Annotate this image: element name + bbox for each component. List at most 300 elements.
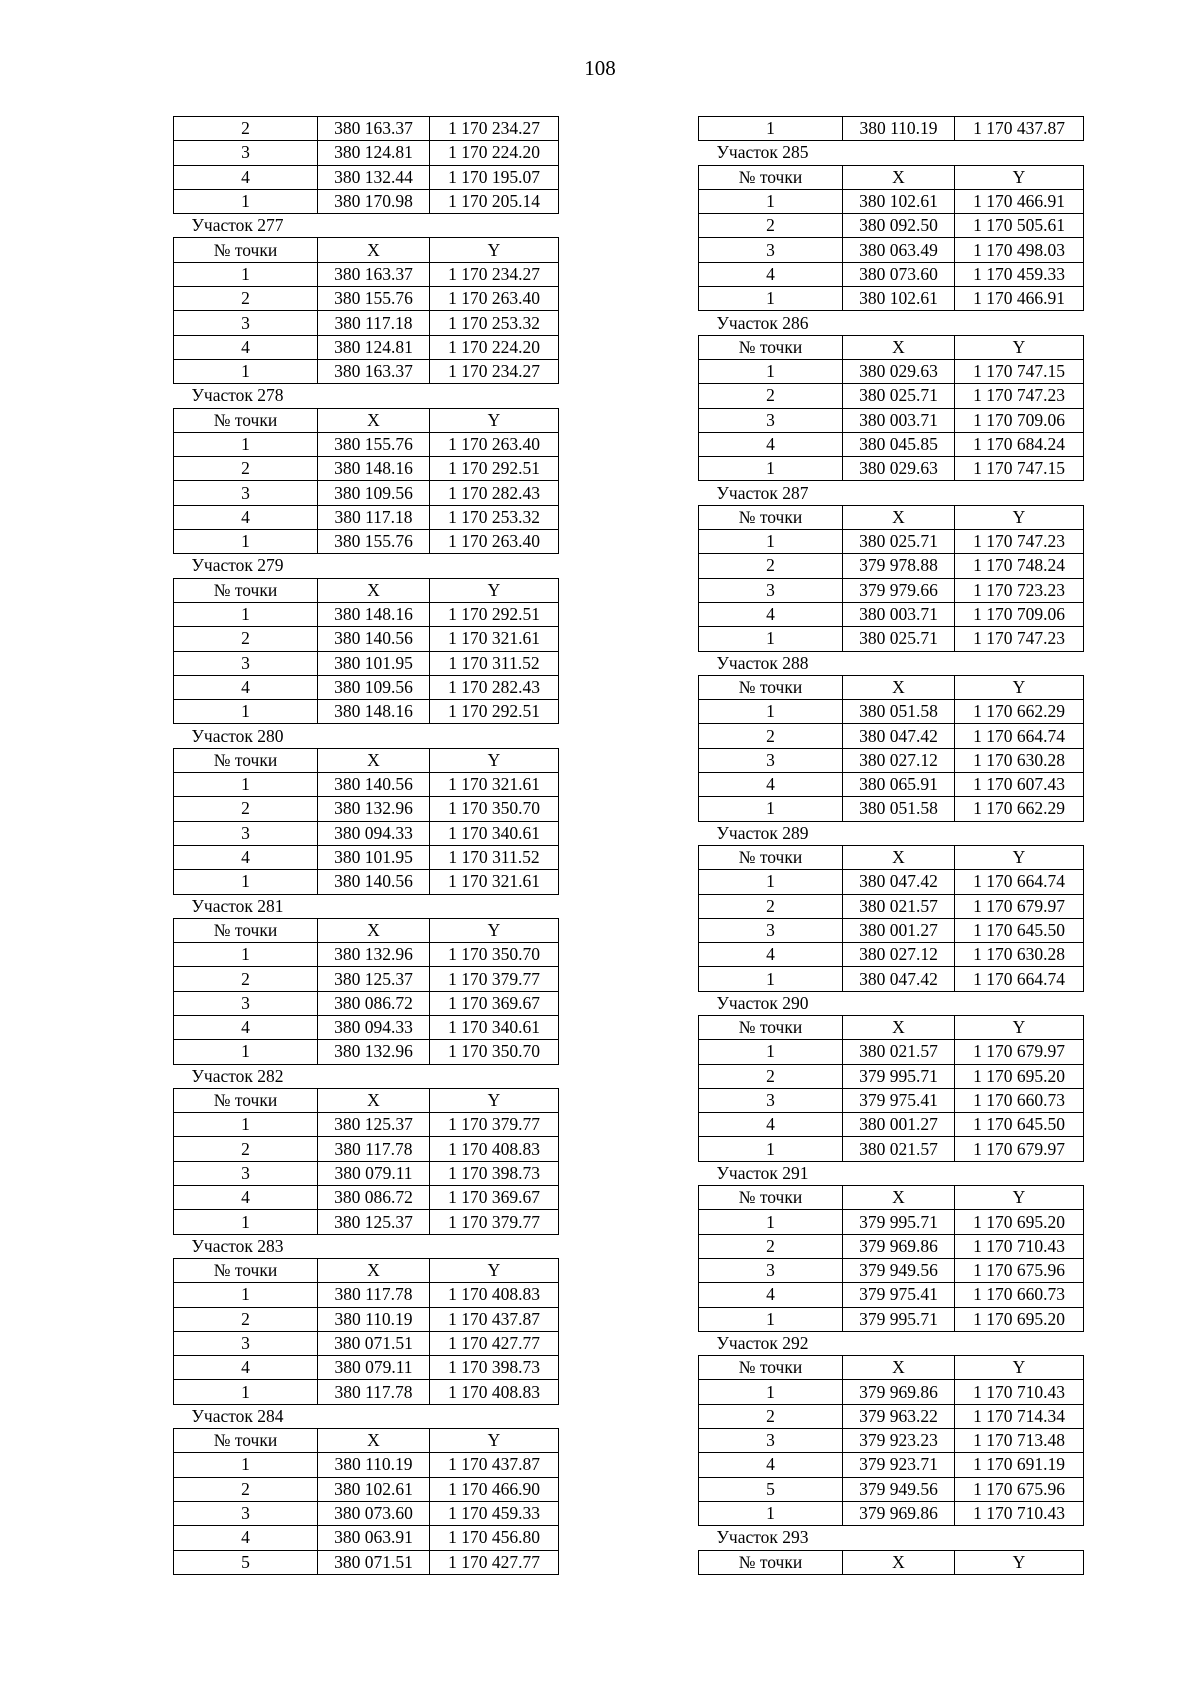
table-row <box>699 359 1084 383</box>
point-number-cell: 2 <box>174 1307 318 1331</box>
x-coordinate-cell: 380 065.91 <box>843 773 955 797</box>
x-coordinate-cell: 380 140.56 <box>318 870 430 894</box>
table-row <box>174 797 559 821</box>
table-row <box>174 335 559 359</box>
table-row <box>699 870 1084 894</box>
point-number-cell: 5 <box>174 1550 318 1574</box>
table-row <box>699 1040 1084 1064</box>
x-coordinate-cell: 380 045.85 <box>843 432 955 456</box>
column-header-row <box>174 748 559 772</box>
point-number-cell: 1 <box>174 189 318 213</box>
x-coordinate-cell: 380 003.71 <box>843 408 955 432</box>
y-coordinate-cell: 1 170 263.40 <box>430 287 559 311</box>
y-coordinate-cell: 1 170 466.90 <box>430 1477 559 1501</box>
point-number-cell: 1 <box>174 1113 318 1137</box>
y-header: Y <box>955 1550 1084 1574</box>
column-header-row <box>174 238 559 262</box>
x-coordinate-cell: 380 021.57 <box>843 1137 955 1161</box>
point-number-cell: 3 <box>174 651 318 675</box>
table-row <box>174 311 559 335</box>
x-header: X <box>843 165 955 189</box>
x-coordinate-cell: 380 125.37 <box>318 1210 430 1234</box>
x-coordinate-cell: 380 047.42 <box>843 724 955 748</box>
table-row <box>174 457 559 481</box>
y-coordinate-cell: 1 170 437.87 <box>430 1307 559 1331</box>
point-number-cell: 4 <box>174 845 318 869</box>
x-coordinate-cell: 380 094.33 <box>318 821 430 845</box>
point-number-header: № точки <box>174 1429 318 1453</box>
point-number-cell: 4 <box>699 773 843 797</box>
y-coordinate-cell: 1 170 340.61 <box>430 821 559 845</box>
plot-heading-row <box>174 724 559 748</box>
x-coordinate-cell: 379 995.71 <box>843 1307 955 1331</box>
point-number-cell: 4 <box>174 1015 318 1039</box>
x-coordinate-cell: 380 140.56 <box>318 627 430 651</box>
table-row <box>699 530 1084 554</box>
table-row <box>699 1429 1084 1453</box>
table-row <box>174 1015 559 1039</box>
x-coordinate-cell: 380 148.16 <box>318 700 430 724</box>
point-number-cell: 3 <box>699 1258 843 1282</box>
table-row <box>174 262 559 286</box>
y-header: Y <box>430 1258 559 1282</box>
x-header: X <box>843 335 955 359</box>
y-coordinate-cell: 1 170 709.06 <box>955 602 1084 626</box>
y-coordinate-cell: 1 170 398.73 <box>430 1161 559 1185</box>
y-coordinate-cell: 1 170 747.15 <box>955 359 1084 383</box>
point-number-cell: 2 <box>174 457 318 481</box>
x-coordinate-cell: 380 148.16 <box>318 602 430 626</box>
y-coordinate-cell: 1 170 660.73 <box>955 1283 1084 1307</box>
point-number-cell: 4 <box>699 432 843 456</box>
point-number-cell: 1 <box>174 262 318 286</box>
point-number-cell: 1 <box>699 189 843 213</box>
table-row <box>699 1477 1084 1501</box>
table-row <box>699 1113 1084 1137</box>
x-coordinate-cell: 380 132.96 <box>318 797 430 821</box>
empty-cell <box>318 1404 559 1428</box>
table-row <box>174 943 559 967</box>
table-row <box>174 189 559 213</box>
point-number-cell: 2 <box>699 894 843 918</box>
plot-label: Участок 280 <box>191 725 284 746</box>
y-coordinate-cell: 1 170 224.20 <box>430 141 559 165</box>
x-header: X <box>843 505 955 529</box>
x-coordinate-cell: 379 969.86 <box>843 1501 955 1525</box>
point-number-header: № точки <box>699 1550 843 1574</box>
point-number-header: № точки <box>174 918 318 942</box>
y-coordinate-cell: 1 170 224.20 <box>430 335 559 359</box>
y-coordinate-cell: 1 170 664.74 <box>955 967 1084 991</box>
point-number-header: № точки <box>699 845 843 869</box>
y-coordinate-cell: 1 170 695.20 <box>955 1307 1084 1331</box>
y-coordinate-cell: 1 170 282.43 <box>430 481 559 505</box>
x-coordinate-cell: 380 029.63 <box>843 359 955 383</box>
x-coordinate-cell: 380 051.58 <box>843 700 955 724</box>
x-coordinate-cell: 380 117.18 <box>318 505 430 529</box>
y-header: Y <box>955 335 1084 359</box>
x-header: X <box>318 1429 430 1453</box>
plot-heading-row <box>174 554 559 578</box>
x-coordinate-cell: 380 140.56 <box>318 773 430 797</box>
x-header: X <box>843 1186 955 1210</box>
x-coordinate-cell: 379 979.66 <box>843 578 955 602</box>
column-header-row <box>699 505 1084 529</box>
table-row <box>174 117 559 141</box>
table-row <box>699 894 1084 918</box>
x-header: X <box>318 748 430 772</box>
y-coordinate-cell: 1 170 679.97 <box>955 1137 1084 1161</box>
table-row <box>699 797 1084 821</box>
table-row <box>174 1380 559 1404</box>
x-coordinate-cell: 380 094.33 <box>318 1015 430 1039</box>
column-header-row <box>699 1186 1084 1210</box>
x-coordinate-cell: 380 027.12 <box>843 748 955 772</box>
point-number-cell: 4 <box>174 1526 318 1550</box>
x-header: X <box>318 1258 430 1282</box>
x-coordinate-cell: 380 021.57 <box>843 894 955 918</box>
table-row <box>174 141 559 165</box>
column-header-row <box>174 1088 559 1112</box>
point-number-cell: 4 <box>699 1113 843 1137</box>
x-coordinate-cell: 380 117.78 <box>318 1283 430 1307</box>
y-coordinate-cell: 1 170 456.80 <box>430 1526 559 1550</box>
x-coordinate-cell: 380 170.98 <box>318 189 430 213</box>
coordinates-table-left <box>173 116 559 1575</box>
y-coordinate-cell: 1 170 205.14 <box>430 189 559 213</box>
point-number-cell: 5 <box>699 1477 843 1501</box>
plot-label: Участок 291 <box>716 1162 809 1183</box>
point-number-cell: 1 <box>699 627 843 651</box>
point-number-cell: 1 <box>174 700 318 724</box>
table-row <box>699 432 1084 456</box>
y-header: Y <box>955 1356 1084 1380</box>
point-number-cell: 4 <box>699 943 843 967</box>
empty-cell <box>843 311 1084 335</box>
table-row <box>174 530 559 554</box>
column-header-row <box>699 1015 1084 1039</box>
x-coordinate-cell: 380 117.78 <box>318 1137 430 1161</box>
y-header: Y <box>955 675 1084 699</box>
table-row <box>174 627 559 651</box>
x-coordinate-cell: 379 975.41 <box>843 1283 955 1307</box>
plot-label: Участок 283 <box>191 1235 284 1256</box>
point-number-cell: 1 <box>174 773 318 797</box>
point-number-cell: 4 <box>699 1283 843 1307</box>
point-number-cell: 4 <box>174 335 318 359</box>
point-number-header: № точки <box>699 335 843 359</box>
y-coordinate-cell: 1 170 747.15 <box>955 457 1084 481</box>
x-coordinate-cell: 380 124.81 <box>318 141 430 165</box>
table-row <box>699 457 1084 481</box>
table-row <box>699 1088 1084 1112</box>
x-coordinate-cell: 379 969.86 <box>843 1234 955 1258</box>
x-coordinate-cell: 380 124.81 <box>318 335 430 359</box>
table-row <box>699 189 1084 213</box>
y-coordinate-cell: 1 170 350.70 <box>430 943 559 967</box>
y-coordinate-cell: 1 170 379.77 <box>430 1210 559 1234</box>
point-number-cell: 1 <box>174 870 318 894</box>
table-row <box>699 724 1084 748</box>
point-number-cell: 1 <box>174 1453 318 1477</box>
table-row <box>174 1210 559 1234</box>
x-coordinate-cell: 380 079.11 <box>318 1356 430 1380</box>
y-header: Y <box>955 845 1084 869</box>
plot-heading-row <box>699 141 1084 165</box>
point-number-cell: 1 <box>174 602 318 626</box>
y-coordinate-cell: 1 170 630.28 <box>955 748 1084 772</box>
y-coordinate-cell: 1 170 645.50 <box>955 1113 1084 1137</box>
y-coordinate-cell: 1 170 459.33 <box>955 262 1084 286</box>
point-number-cell: 3 <box>174 821 318 845</box>
plot-heading-row <box>699 1161 1084 1185</box>
x-header: X <box>843 1356 955 1380</box>
table-row <box>699 287 1084 311</box>
y-coordinate-cell: 1 170 747.23 <box>955 530 1084 554</box>
table-row <box>699 262 1084 286</box>
x-coordinate-cell: 380 047.42 <box>843 967 955 991</box>
point-number-cell: 3 <box>174 141 318 165</box>
plot-label: Участок 290 <box>716 992 809 1013</box>
empty-cell <box>843 821 1084 845</box>
x-coordinate-cell: 380 063.49 <box>843 238 955 262</box>
empty-cell <box>318 214 559 238</box>
point-number-cell: 4 <box>174 1186 318 1210</box>
table-row <box>699 1380 1084 1404</box>
table-row <box>174 967 559 991</box>
empty-cell <box>318 1064 559 1088</box>
point-number-cell: 1 <box>699 1137 843 1161</box>
point-number-cell: 2 <box>174 287 318 311</box>
x-coordinate-cell: 380 086.72 <box>318 991 430 1015</box>
plot-heading-row <box>174 894 559 918</box>
y-coordinate-cell: 1 170 321.61 <box>430 870 559 894</box>
x-coordinate-cell: 380 027.12 <box>843 943 955 967</box>
x-coordinate-cell: 380 073.60 <box>318 1501 430 1525</box>
table-row <box>174 821 559 845</box>
table-row <box>699 1137 1084 1161</box>
plot-heading-row <box>699 1331 1084 1355</box>
point-number-header: № точки <box>174 238 318 262</box>
y-coordinate-cell: 1 170 437.87 <box>955 117 1084 141</box>
point-number-cell: 3 <box>174 991 318 1015</box>
table-row <box>174 870 559 894</box>
table-row <box>174 1550 559 1574</box>
point-number-cell: 3 <box>174 1331 318 1355</box>
point-number-cell: 4 <box>174 675 318 699</box>
x-coordinate-cell: 380 132.96 <box>318 943 430 967</box>
x-coordinate-cell: 380 101.95 <box>318 845 430 869</box>
table-row <box>699 627 1084 651</box>
empty-cell <box>843 1161 1084 1185</box>
y-header: Y <box>430 238 559 262</box>
point-number-header: № точки <box>174 1258 318 1282</box>
point-number-cell: 1 <box>699 1380 843 1404</box>
column-header-row <box>699 1356 1084 1380</box>
table-row <box>174 432 559 456</box>
x-coordinate-cell: 379 978.88 <box>843 554 955 578</box>
point-number-cell: 1 <box>699 1040 843 1064</box>
table-row <box>174 1186 559 1210</box>
point-number-cell: 1 <box>174 359 318 383</box>
plot-label: Участок 279 <box>191 555 284 576</box>
plot-label: Участок 277 <box>191 215 284 236</box>
x-coordinate-cell: 380 086.72 <box>318 1186 430 1210</box>
empty-cell <box>843 141 1084 165</box>
x-header: X <box>843 845 955 869</box>
y-coordinate-cell: 1 170 263.40 <box>430 432 559 456</box>
table-row <box>699 117 1084 141</box>
y-coordinate-cell: 1 170 459.33 <box>430 1501 559 1525</box>
x-coordinate-cell: 380 125.37 <box>318 1113 430 1137</box>
y-coordinate-cell: 1 170 710.43 <box>955 1501 1084 1525</box>
y-header: Y <box>430 408 559 432</box>
x-coordinate-cell: 380 001.27 <box>843 918 955 942</box>
empty-cell <box>318 724 559 748</box>
point-number-cell: 2 <box>699 1404 843 1428</box>
x-coordinate-cell: 379 963.22 <box>843 1404 955 1428</box>
column-header-row <box>174 578 559 602</box>
y-header: Y <box>955 165 1084 189</box>
table-row <box>174 359 559 383</box>
table-row <box>699 1258 1084 1282</box>
y-coordinate-cell: 1 170 664.74 <box>955 870 1084 894</box>
plot-heading-row <box>174 214 559 238</box>
y-coordinate-cell: 1 170 379.77 <box>430 1113 559 1137</box>
y-header: Y <box>955 1015 1084 1039</box>
point-number-cell: 3 <box>699 1088 843 1112</box>
x-coordinate-cell: 380 132.44 <box>318 165 430 189</box>
point-number-cell: 4 <box>699 262 843 286</box>
plot-label: Участок 289 <box>716 822 809 843</box>
point-number-cell: 3 <box>174 1161 318 1185</box>
point-number-cell: 4 <box>699 602 843 626</box>
x-coordinate-cell: 380 110.19 <box>318 1307 430 1331</box>
point-number-header: № точки <box>699 505 843 529</box>
table-row <box>174 1307 559 1331</box>
x-coordinate-cell: 379 949.56 <box>843 1258 955 1282</box>
y-coordinate-cell: 1 170 691.19 <box>955 1453 1084 1477</box>
y-coordinate-cell: 1 170 195.07 <box>430 165 559 189</box>
y-coordinate-cell: 1 170 398.73 <box>430 1356 559 1380</box>
y-coordinate-cell: 1 170 427.77 <box>430 1331 559 1355</box>
x-coordinate-cell: 380 071.51 <box>318 1331 430 1355</box>
y-coordinate-cell: 1 170 498.03 <box>955 238 1084 262</box>
x-coordinate-cell: 379 975.41 <box>843 1088 955 1112</box>
x-header: X <box>843 1550 955 1574</box>
point-number-header: № точки <box>174 1088 318 1112</box>
page-number: 108 <box>584 56 616 80</box>
table-row <box>174 165 559 189</box>
point-number-header: № точки <box>699 675 843 699</box>
plot-label: Участок 278 <box>191 385 284 406</box>
table-row <box>174 991 559 1015</box>
coordinates-table-right <box>698 116 1084 1575</box>
y-coordinate-cell: 1 170 350.70 <box>430 1040 559 1064</box>
plot-heading-row <box>699 311 1084 335</box>
x-coordinate-cell: 380 073.60 <box>843 262 955 286</box>
point-number-cell: 3 <box>174 311 318 335</box>
point-number-header: № точки <box>699 1356 843 1380</box>
point-number-cell: 4 <box>699 1453 843 1477</box>
point-number-cell: 2 <box>174 797 318 821</box>
table-row <box>174 845 559 869</box>
table-row <box>699 773 1084 797</box>
x-coordinate-cell: 380 029.63 <box>843 457 955 481</box>
y-coordinate-cell: 1 170 747.23 <box>955 384 1084 408</box>
x-coordinate-cell: 380 155.76 <box>318 432 430 456</box>
y-coordinate-cell: 1 170 713.48 <box>955 1429 1084 1453</box>
x-coordinate-cell: 380 109.56 <box>318 675 430 699</box>
plot-heading-row <box>699 481 1084 505</box>
x-coordinate-cell: 380 047.42 <box>843 870 955 894</box>
table-row <box>174 1283 559 1307</box>
table-row <box>699 384 1084 408</box>
plot-label: Участок 287 <box>716 482 809 503</box>
x-coordinate-cell: 380 110.19 <box>318 1453 430 1477</box>
y-coordinate-cell: 1 170 505.61 <box>955 214 1084 238</box>
y-coordinate-cell: 1 170 340.61 <box>430 1015 559 1039</box>
y-coordinate-cell: 1 170 253.32 <box>430 311 559 335</box>
y-coordinate-cell: 1 170 675.96 <box>955 1258 1084 1282</box>
plot-label: Участок 293 <box>716 1527 809 1548</box>
plot-heading-row <box>699 821 1084 845</box>
point-number-cell: 3 <box>699 238 843 262</box>
point-number-cell: 2 <box>699 554 843 578</box>
x-coordinate-cell: 380 063.91 <box>318 1526 430 1550</box>
table-row <box>699 967 1084 991</box>
y-coordinate-cell: 1 170 379.77 <box>430 967 559 991</box>
empty-cell <box>843 481 1084 505</box>
y-coordinate-cell: 1 170 369.67 <box>430 1186 559 1210</box>
table-row <box>699 238 1084 262</box>
point-number-cell: 2 <box>699 724 843 748</box>
y-coordinate-cell: 1 170 369.67 <box>430 991 559 1015</box>
y-coordinate-cell: 1 170 723.23 <box>955 578 1084 602</box>
plot-label: Участок 284 <box>191 1405 284 1426</box>
x-coordinate-cell: 379 995.71 <box>843 1210 955 1234</box>
x-header: X <box>318 238 430 262</box>
table-row <box>174 773 559 797</box>
y-coordinate-cell: 1 170 408.83 <box>430 1380 559 1404</box>
table-row <box>699 1234 1084 1258</box>
y-coordinate-cell: 1 170 292.51 <box>430 700 559 724</box>
table-row <box>174 1113 559 1137</box>
table-row <box>174 287 559 311</box>
point-number-cell: 1 <box>174 1380 318 1404</box>
plot-heading-row <box>699 651 1084 675</box>
table-row <box>699 1453 1084 1477</box>
point-number-cell: 3 <box>699 1429 843 1453</box>
y-coordinate-cell: 1 170 710.43 <box>955 1234 1084 1258</box>
x-coordinate-cell: 380 101.95 <box>318 651 430 675</box>
y-coordinate-cell: 1 170 253.32 <box>430 505 559 529</box>
column-header-row <box>699 165 1084 189</box>
table-row <box>174 1356 559 1380</box>
column-header-row <box>699 845 1084 869</box>
point-number-cell: 1 <box>699 797 843 821</box>
y-coordinate-cell: 1 170 234.27 <box>430 359 559 383</box>
table-row <box>174 481 559 505</box>
x-header: X <box>318 918 430 942</box>
point-number-cell: 1 <box>699 700 843 724</box>
plot-label: Участок 285 <box>716 142 809 163</box>
table-row <box>699 1404 1084 1428</box>
point-number-cell: 4 <box>174 505 318 529</box>
y-coordinate-cell: 1 170 311.52 <box>430 845 559 869</box>
table-row <box>174 602 559 626</box>
y-coordinate-cell: 1 170 714.34 <box>955 1404 1084 1428</box>
